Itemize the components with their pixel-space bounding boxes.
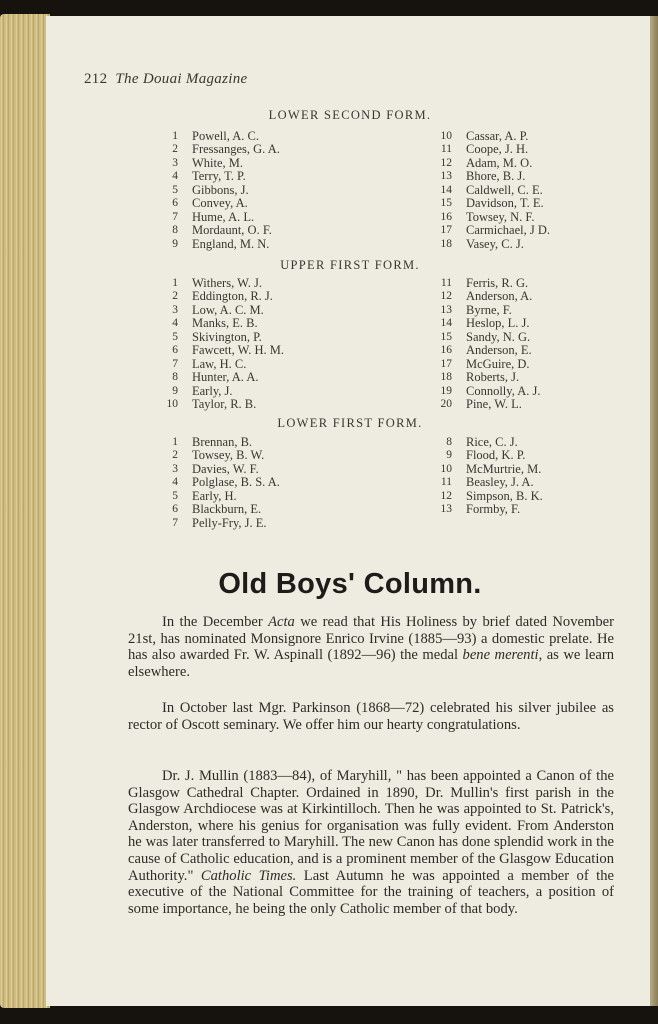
form-title-lower-second: LOWER SECOND FORM.: [268, 108, 432, 122]
list-item-name: England, M. N.: [192, 236, 270, 251]
list-item: [160, 184, 280, 197]
list-item-name: Eddington, R. J.: [192, 289, 273, 304]
list-item: [434, 476, 543, 489]
list-item: [160, 517, 280, 530]
list-item-name: Towsey, B. W.: [192, 448, 265, 463]
running-head: [84, 71, 247, 88]
list-item: [434, 211, 550, 224]
italic-bene-merenti: bene merenti: [462, 647, 539, 664]
paragraph-text: Dr. J. Mullin (1883—84), of Maryhill, " has been appointed a Canon of the Glasgow Cathedral Chapter. Ordained in 1890, Dr. Mullin's first parish in the Glasgow Archdiocese was at Kirkintilloch. Then he was appointed to St. Patrick's, Anderston, where his genius for organisation was fully evident. From Anderston he was later transferred to Maryhill. The new Canon has done splendid work in the cause of Catholic education, and is a prominent member of the Glasgow Education Authority.": [128, 768, 614, 884]
list-item-number: 20: [440, 398, 452, 411]
list-item-name: Pelly-Fry, J. E.: [192, 515, 267, 530]
list-item: [434, 317, 541, 330]
list-item-number: 5: [172, 183, 178, 196]
list-item-number: 9: [172, 237, 178, 250]
list-item-number: 7: [172, 516, 178, 529]
list-item-name: Gibbons, J.: [192, 182, 249, 197]
list-item: [434, 398, 541, 411]
list-item: [434, 184, 550, 197]
list-item-number: 6: [172, 197, 178, 210]
list-item-number: 6: [172, 503, 178, 516]
list-item-name: Hume, A. L.: [192, 209, 255, 224]
list-item: [160, 449, 280, 462]
list-item-name: Towsey, N. F.: [466, 209, 535, 224]
list-item-number: 10: [440, 130, 452, 142]
list-item: [160, 358, 284, 371]
list-item: [160, 224, 280, 237]
list-item: [160, 476, 280, 489]
form-title-upper-first: UPPER FIRST FORM.: [280, 258, 420, 272]
list-item: [160, 143, 280, 156]
list-item: [160, 490, 280, 503]
list-item-number: 12: [440, 290, 452, 303]
list-item-number: 8: [446, 436, 452, 448]
list-item: [434, 344, 541, 357]
list-item: [434, 436, 543, 449]
list-item: [160, 317, 284, 330]
list-item-name: Fawcett, W. H. M.: [192, 343, 285, 358]
list-item-name: Ferris, R. G.: [466, 276, 529, 290]
list-item-name: White, M.: [192, 155, 244, 170]
list-item-name: McGuire, D.: [466, 356, 530, 371]
form-title-lower-first: LOWER FIRST FORM.: [277, 416, 423, 430]
list-item-number: 8: [172, 224, 178, 237]
list-item-number: 13: [440, 170, 452, 183]
list-item-name: Fressanges, G. A.: [192, 142, 280, 157]
list-item-name: Coope, J. H.: [466, 142, 529, 157]
list-item: [434, 197, 550, 210]
list-item-number: 9: [446, 449, 452, 462]
italic-catholic-times: Catholic Times.: [200, 867, 297, 884]
list-item: [160, 290, 284, 303]
list-item-number: 16: [440, 344, 452, 357]
list-item: [160, 238, 280, 251]
list-item-name: Terry, T. P.: [192, 169, 246, 184]
form-list-left: [160, 130, 280, 251]
list-item: [160, 170, 280, 183]
paragraph-text: , as we learn elsewhere.: [128, 647, 614, 680]
list-item: [160, 398, 284, 411]
list-item-number: 15: [440, 197, 452, 210]
list-item: [434, 385, 541, 398]
list-item-number: 18: [440, 237, 452, 250]
list-item-name: Powell, A. C.: [192, 129, 260, 143]
list-item-number: 1: [172, 130, 178, 142]
list-item-name: Hunter, A. A.: [192, 370, 259, 385]
list-item-name: Caldwell, C. E.: [466, 182, 543, 197]
list-item: [434, 143, 550, 156]
list-item-number: 4: [172, 317, 178, 330]
italic-acta: Acta: [268, 614, 295, 630]
list-item: [160, 304, 284, 317]
book-spine-shadow: [650, 16, 658, 1006]
list-item-name: Pine, W. L.: [466, 397, 522, 412]
list-item-name: Early, H.: [192, 488, 237, 503]
list-item: [160, 385, 284, 398]
list-item: [160, 197, 280, 210]
list-item-number: 13: [440, 303, 452, 316]
list-item: [160, 503, 280, 516]
list-item-name: Law, H. C.: [192, 356, 247, 371]
list-item-name: Simpson, B. K.: [466, 488, 543, 503]
list-item-number: 1: [172, 436, 178, 448]
list-item: [160, 436, 280, 449]
magazine-title: The Douai Magazine: [115, 71, 248, 87]
list-item: [160, 463, 280, 476]
list-item-name: Withers, W. J.: [192, 276, 262, 290]
list-item-name: Cassar, A. P.: [466, 129, 529, 143]
list-item-name: Adam, M. O.: [466, 155, 533, 170]
form-list-right: [434, 277, 541, 412]
list-item-name: Manks, E. B.: [192, 316, 258, 331]
list-item-number: 13: [440, 503, 452, 516]
page-number: 212: [84, 71, 108, 87]
list-item: [434, 371, 541, 384]
list-item: [434, 170, 550, 183]
list-item-name: Rice, C. J.: [466, 435, 518, 449]
list-item-name: McMurtrie, M.: [466, 461, 542, 476]
list-item-name: Connolly, A. J.: [466, 383, 541, 398]
list-item-name: Anderson, E.: [466, 343, 532, 358]
list-item-number: 5: [172, 489, 178, 502]
form-list-right: [434, 436, 543, 517]
list-item-number: 11: [440, 476, 452, 489]
form-list-left: [160, 277, 284, 412]
list-item-number: 11: [440, 143, 452, 156]
list-item-number: 2: [172, 290, 178, 303]
list-item-number: 18: [440, 371, 452, 384]
paragraph-acta: [128, 614, 614, 680]
list-item: [434, 358, 541, 371]
list-item-name: Davies, W. F.: [192, 461, 259, 476]
list-item-number: 7: [172, 210, 178, 223]
list-item: [160, 344, 284, 357]
list-item-number: 4: [172, 170, 178, 183]
list-item-name: Byrne, F.: [466, 302, 512, 317]
list-item-name: Formby, F.: [466, 502, 521, 517]
list-item-name: Carmichael, J D.: [466, 223, 551, 238]
list-item-number: 10: [166, 398, 178, 411]
list-item-number: 3: [172, 462, 178, 475]
paragraph-mullin: [128, 768, 614, 917]
list-item-number: 11: [440, 277, 452, 289]
list-item: [160, 130, 280, 143]
list-item-name: Convey, A.: [192, 196, 248, 211]
list-item-name: Mordaunt, O. F.: [192, 223, 272, 238]
list-item: [434, 331, 541, 344]
list-item-name: Sandy, N. G.: [466, 329, 531, 344]
list-item-name: Roberts, J.: [466, 370, 520, 385]
form-list-right: [434, 130, 550, 251]
list-item-name: Beasley, J. A.: [466, 475, 534, 490]
list-item-name: Anderson, A.: [466, 289, 533, 304]
paragraph-parkinson: [128, 700, 614, 733]
list-item: [434, 463, 543, 476]
list-item-name: Polglase, B. S. A.: [192, 475, 280, 490]
list-item-number: 6: [172, 344, 178, 357]
list-item-number: 10: [440, 462, 452, 475]
list-item-number: 2: [172, 449, 178, 462]
list-item-name: Heslop, L. J.: [466, 316, 530, 331]
list-item-number: 19: [440, 384, 452, 397]
list-item: [434, 304, 541, 317]
list-item-name: Davidson, T. E.: [466, 196, 544, 211]
list-item: [434, 490, 543, 503]
list-item: [434, 449, 543, 462]
list-item-number: 14: [440, 317, 452, 330]
list-item: [434, 290, 541, 303]
list-item: [160, 331, 284, 344]
list-item-name: Skivington, P.: [192, 329, 262, 344]
book-page-edges: [0, 14, 50, 1008]
list-item-name: Low, A. C. M.: [192, 302, 264, 317]
list-item-number: 5: [172, 330, 178, 343]
column-title: Old Boys' Column.: [218, 568, 482, 600]
list-item-number: 16: [440, 210, 452, 223]
list-item: [434, 503, 543, 516]
list-item-number: 4: [172, 476, 178, 489]
list-item-number: 3: [172, 303, 178, 316]
list-item-number: 17: [440, 224, 452, 237]
list-item-name: Flood, K. P.: [466, 448, 526, 463]
list-item: [434, 277, 541, 290]
list-item-number: 12: [440, 156, 452, 169]
list-item: [434, 224, 550, 237]
list-item-name: Taylor, R. B.: [192, 397, 257, 412]
list-item-number: 2: [172, 143, 178, 156]
list-item: [160, 211, 280, 224]
list-item-name: Vasey, C. J.: [466, 236, 524, 251]
list-item-number: 7: [172, 357, 178, 370]
list-item: [160, 371, 284, 384]
list-item-number: 8: [172, 371, 178, 384]
paragraph-text: we read that His Holiness by brief dated November 21st, has nominated Monsignore Enrico Irvine (1885—93) a domestic prelate. He has also awarded Fr. W. Aspinall (1892—96) the medal: [128, 614, 614, 664]
list-item-number: 3: [172, 156, 178, 169]
list-item-name: Blackburn, E.: [192, 502, 262, 517]
list-item-number: 15: [440, 330, 452, 343]
list-item: [160, 277, 284, 290]
list-item-number: 1: [172, 277, 178, 289]
list-item: [160, 157, 280, 170]
form-list-left: [160, 436, 280, 530]
list-item-number: 14: [440, 183, 452, 196]
list-item: [434, 157, 550, 170]
list-item: [434, 238, 550, 251]
paragraph-text: In the December: [162, 614, 269, 630]
list-item-number: 12: [440, 489, 452, 502]
list-item-name: Brennan, B.: [192, 435, 253, 449]
paragraph-text: Last Autumn he was appointed a member of the executive of the National Committee for the training of teachers, a position of some importance, he being the only Catholic member of that body.: [128, 867, 615, 917]
list-item-number: 9: [172, 384, 178, 397]
list-item-name: Early, J.: [192, 383, 233, 398]
list-item-number: 17: [440, 357, 452, 370]
list-item-name: Bhore, B. J.: [466, 169, 526, 184]
list-item: [434, 130, 550, 143]
paragraph-text: In October last Mgr. Parkinson (1868—72) celebrated his silver jubilee as rector of Oscott seminary. We offer him our hearty congratulations.: [128, 700, 614, 733]
